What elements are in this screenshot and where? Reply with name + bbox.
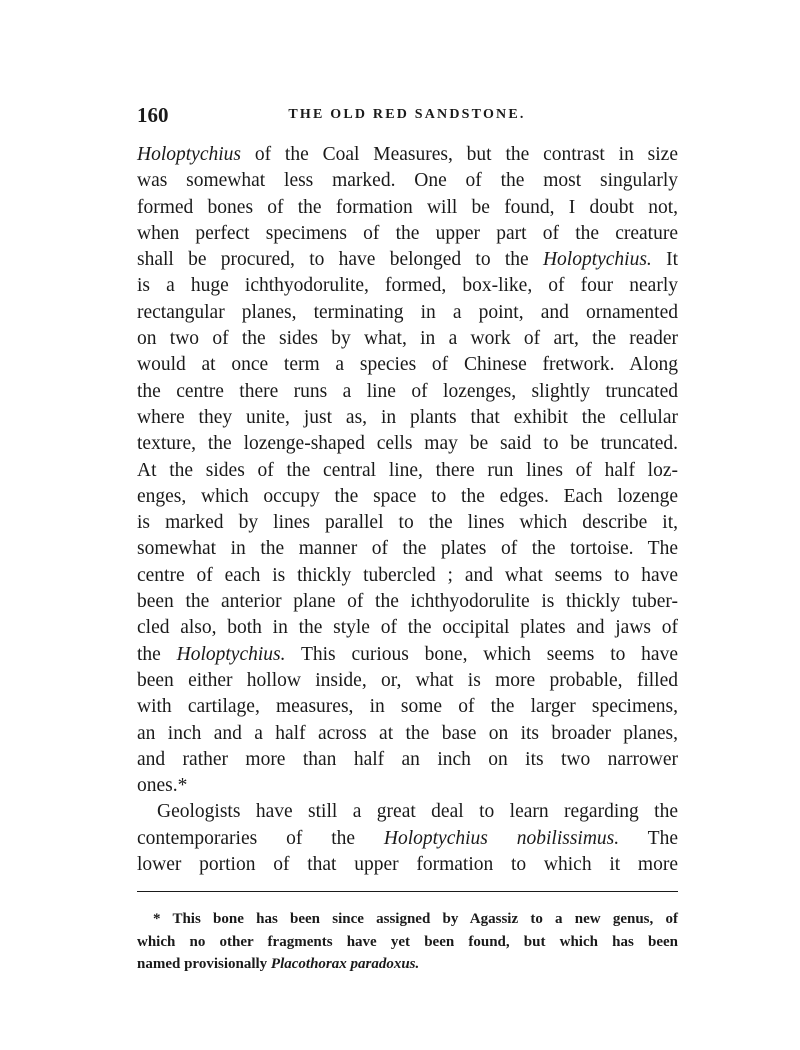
text-run: This curious bone, which seems to have [285,643,678,665]
text-run: on two of the sides by what, in a work of art, the reader [137,328,678,350]
page-number: 160 [137,103,169,127]
text-run: with cartilage, measures, in some of the larger specimens, [137,696,678,718]
text-run: Geologists have still a great deal to learn regarding the [157,801,678,823]
text-line [137,221,678,247]
text-line [137,826,678,852]
text-run: enges, which occupy the space to the edges. Each lozenge [137,485,678,507]
text-run: which no other fragments have yet been found, but which has been [137,933,678,950]
text-line [137,721,678,747]
italic-text: Holoptychius. [176,643,286,665]
text-line [137,747,678,773]
footnote-rule [137,891,678,892]
text-line [137,536,678,562]
text-run: and rather more than half an inch on its two narrower [137,748,678,770]
text-line [137,563,678,589]
italic-text: Holoptychius. [542,249,652,271]
text-run: of the Coal Measures, but the contrast in size [240,144,678,165]
text-run: the centre there runs a line of lozenges, slightly truncated [137,380,678,402]
text-run: ones.* [137,775,188,797]
text-run: contemporaries of the [137,827,384,849]
text-line [137,326,678,352]
text-line [137,799,678,825]
running-title: THE OLD RED SANDSTONE. [288,107,526,122]
italic-text: Placothorax paradoxus. [270,956,420,972]
text-run: At the sides of the central line, there run lines of half loz- [137,459,678,481]
text-run: shall be procured, to have belonged to the [137,249,543,271]
text-run: rectangular planes, terminating in a point, and ornamented [137,301,678,323]
text-line [137,273,678,299]
text-line [137,168,678,194]
text-run: where they unite, just as, in plants that exhibit the cellular [137,406,678,428]
text-line [137,379,678,405]
text-run: It [651,249,678,271]
text-run: when perfect specimens of the upper part of the creature [137,222,678,244]
italic-text: Holoptychius [137,144,241,165]
footnote-line [137,953,678,976]
running-head [137,103,677,129]
text-line [137,300,678,326]
text-run: been the anterior plane of the ichthyodorulite is thickly tuber- [137,591,678,613]
text-line [137,142,678,168]
text-line [137,510,678,536]
body-text [137,142,678,878]
text-run: been either hollow inside, or, what is more probable, filled [137,669,678,691]
text-run: formed bones of the formation will be found, I doubt not, [137,196,678,218]
text-line [137,195,678,221]
text-run: an inch and a half across at the base on its broader planes, [137,722,678,744]
text-run: somewhat in the manner of the plates of the tortoise. The [137,538,678,560]
text-run: The [619,827,678,849]
text-line [137,352,678,378]
text-run: texture, the lozenge-shaped cells may be said to be truncated. [137,433,678,455]
text-line [137,484,678,510]
text-line [137,431,678,457]
footnote-line [137,908,678,931]
italic-text: Holoptychius nobilissimus. [383,827,620,849]
text-run: is a huge ichthyodorulite, formed, box-like, of four nearly [137,275,678,297]
text-run: would at once term a species of Chinese fretwork. Along [137,354,678,376]
text-run: cled also, both in the style of the occipital plates and jaws of [137,617,678,639]
text-line [137,458,678,484]
text-line [137,773,678,799]
text-run: lower portion of that upper formation to which it more [137,854,678,876]
text-line [137,615,678,641]
text-run: named provisionally [137,956,271,972]
footnote [137,908,678,976]
text-line [137,642,678,668]
text-run: the [137,643,177,665]
text-line [137,694,678,720]
text-run: * This bone has been since assigned by Agassiz to a new genus, of [153,911,678,927]
text-line [137,405,678,431]
text-line [137,589,678,615]
text-line [137,852,678,878]
text-run: was somewhat less marked. One of the most singularly [137,170,678,192]
text-run: is marked by lines parallel to the lines which describe it, [137,512,678,534]
footnote-line [137,931,678,954]
text-run: centre of each is thickly tubercled ; and what seems to have [137,564,678,586]
text-line [137,247,678,273]
text-line [137,668,678,694]
